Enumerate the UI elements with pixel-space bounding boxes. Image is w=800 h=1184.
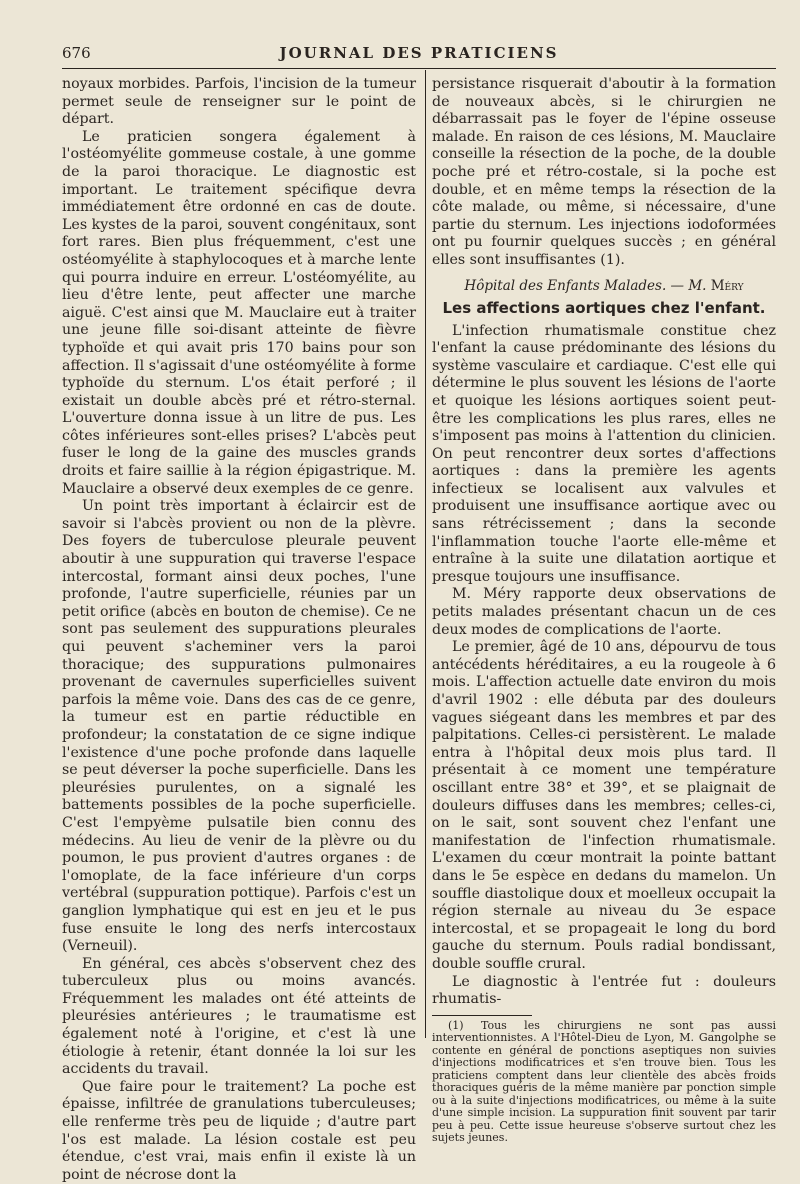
footnote-rule [432,1015,532,1016]
left-column [62,76,416,1184]
paragraph: Un point très important à éclaircir est de savoir si l'abcès provient ou non de la plèvre. Des foyers de tuberculose pleurale peuvent aboutir à une suppuration qui traverse l'espace intercostal, formant ainsi deux poches, l'une profonde, l'autre superficielle, réunies par un petit orifice (abcès en bouton de chemise). Ce ne sont pas seulement des suppurations pleurales qui peuvent s'acheminer vers la paroi thoracique; des suppurations pulmonaires provenant de cavernules superficielles suivent parfois la même voie. Dans des cas de ce genre, la tumeur est en partie réductible en profondeur; la constatation de ce signe indique l'existence d'une poche profonde dans laquelle se peut déverser la poche superficielle. Dans les pleurésies purulentes, on a signalé les battements possibles de la poche superficielle. C'est l'empyème pulsatile bien connu des médecins. Au lieu de venir de la plèvre ou du poumon, le pus provient d'autres organes : de l'omoplate, de la face inférieure d'un corps vertébral (suppuration pottique). Parfois c'est un ganglion lymphatique qui est en jeu et le pus fuse ensuite le long des nerfs intercostaux (Verneuil). [62,498,416,955]
paragraph: Le premier, âgé de 10 ans, dépourvu de tous antécédents héréditaires, a eu la rougeole à 6 mois. L'affection actuelle date environ du mois d'avril 1902 : elle débuta par des douleurs vagues siégeant dans les membres et par des palpitations. Celles-ci persistèrent. Le malade entra à l'hôpital deux mois plus tard. Il présentait à ce moment une température oscillant entre 38° et 39°, et se plaignait de douleurs diffuses dans les membres; celles-ci, on le sait, sont souvent chez l'enfant une manifestation de l'infection rhumatismale. L'examen du cœur montrait la pointe battant dans le 5e espèce en dedans du mamelon. Un souffle diastolique doux et moelleux occupait la région sternale au niveau du 3e espace intercostal, et se propageait le long du bord gauche du sternum. Pouls radial bondissant, double souffle crural. [432,639,776,972]
paragraph: noyaux morbides. Parfois, l'incision de la tumeur permet seule de renseigner sur le point de départ. [62,76,416,128]
paragraph: En général, ces abcès s'observent chez des tuberculeux plus ou moins avancés. Fréquemment les malades ont été atteints de pleurésies antérieures ; le traumatisme est également noté à l'origine, et c'est là une étiologie à retenir, étant donnée la loi sur les accidents du travail. [62,955,416,1078]
section-heading [432,278,776,295]
paragraph: Le praticien songera également à l'ostéomyélite gommeuse costale, à une gomme de la paroi thoracique. Le diagnostic est important. Le traitement spécifique devra immédiatement être ordonné en cas de doute. Les kystes de la paroi, souvent congénitaux, sont fort rares. Bien plus fréquemment, c'est une ostéomyélite à staphylocoques et à marche lente qui pourra induire en erreur. L'ostéomyélite, au lieu d'être lente, peut affecter une marche aiguë. C'est ainsi que M. Mauclaire eut à traiter une jeune fille soi-disant atteinte de fièvre typhoïde et qui avait pris 170 bains pour son affection. Il s'agissait d'une ostéomyélite à forme typhoïde du sternum. L'os était perforé ; il existait un double abcès pré et rétro-sternal. L'ouverture donna issue à un litre de pus. Les côtes inférieures sont-elles prises? L'abcès peut fuser le long de la gaine des muscles grands droits et faire saillie à la région épigastrique. M. Mauclaire a observé deux exemples de ce genre. [62,128,416,497]
column-divider [425,70,426,1038]
paragraph: persistance risquerait d'aboutir à la formation de nouveaux abcès, si le chirurgien ne débarrassait pas le foyer de l'épine osseuse malade. En raison de ces lésions, M. Mauclaire conseille la résection de la poche, de la double poche pré et rétro-costale, si la poche est double, et en même temps la résection de la côte malade, ou même, si nécessaire, d'une partie du sternum. Les injections iodoformées ont pu fournir quelques succès ; en général elles sont insuffisantes (1). [432,76,776,268]
right-column [432,76,776,1145]
header-rule [62,68,776,69]
paragraph: M. Méry rapporte deux observations de petits malades présentant chacun un de ces deux modes de complications de l'aorte. [432,586,776,638]
paragraph: Le diagnostic à l'entrée fut : douleurs rhumatis- [432,973,776,1008]
journal-title: JOURNAL DES PRATICIENS [279,44,559,62]
article-title: Les affections aortiques chez l'enfant. [442,298,766,317]
author-name: Méry [710,277,744,294]
page-number: 676 [62,44,91,62]
hospital-name: Hôpital des Enfants Malades. — M. [464,277,707,294]
footnote: (1) Tous les chirurgiens ne sont pas aussi interventionnistes. A l'Hôtel-Dieu de Lyon, M. Gangolphe se contente en général de ponctions aseptiques non suivies d'injections modificatrices et s'en trouve bien. Tous les praticiens comptent dans leur clientèle des abcès froids thoraciques guéris de la même manière par ponction simple ou à la suite d'injections modificatrices, ou même à la suite d'une simple incision. La suppuration finit souvent par tarir peu à peu. Cette issue heureuse s'observe surtout chez les sujets jeunes. [432,1018,776,1145]
paragraph: L'infection rhumatismale constitue chez l'enfant la cause prédominante des lésions du système vasculaire et cardiaque. C'est elle qui détermine le plus souvent les lésions de l'aorte et quoique les lésions aortiques soient peut-être les complications les plus rares, elles ne s'imposent pas moins à l'attention du clinicien. On peut rencontrer deux sortes d'affections aortiques : dans la première les agents infectieux se localisent aux valvules et produisent une insuffisance aortique avec ou sans rétrécissement ; dans la seconde l'inflammation touche l'aorte elle-même et entraîne à la suite une dilatation aortique et presque toujours une insuffisance. [432,322,776,585]
paragraph: Que faire pour le traitement? La poche est épaisse, infiltrée de granulations tuberculeuses; elle renferme très peu de liquide ; d'autre part l'os est malade. La lésion costale est peu étendue, c'est vrai, mais enfin il existe là un point de nécrose dont la [62,1078,416,1183]
page-header [62,44,776,68]
